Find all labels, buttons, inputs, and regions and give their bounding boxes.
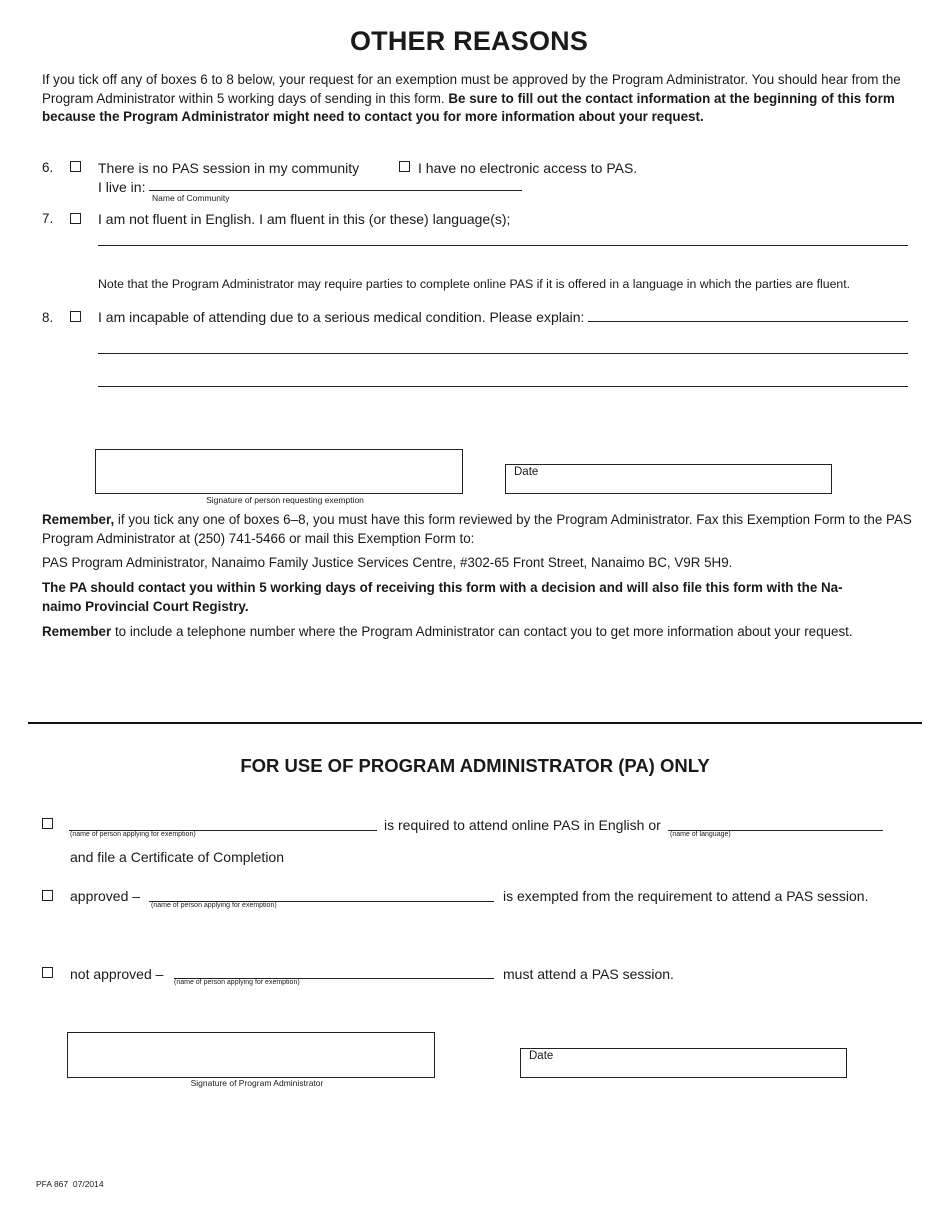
community-caption: Name of Community [152, 193, 230, 203]
remember-phone-paragraph [42, 623, 922, 642]
admin-required-checkbox[interactable] [42, 818, 53, 829]
medical-explain-field-3[interactable] [98, 386, 908, 387]
community-field[interactable] [149, 190, 522, 191]
item-7-checkbox[interactable] [70, 213, 81, 224]
admin-required-text: is required to attend online PAS in English or [384, 817, 661, 833]
admin-approved-text: is exempted from the requirement to attend a PAS session. [503, 888, 869, 904]
language-field[interactable] [98, 245, 908, 246]
item-6b-checkbox[interactable] [399, 161, 410, 172]
admin-approved-name-caption: (name of person applying for exemption) [151, 902, 277, 909]
remember-fax-bold: Remember, [42, 512, 115, 527]
remember-fax-paragraph [42, 511, 914, 548]
intro-paragraph [42, 71, 914, 127]
form-code: PFA 867 [36, 1179, 69, 1189]
page-title: OTHER REASONS [349, 26, 589, 56]
admin-not-approved-text: must attend a PAS session. [503, 966, 674, 982]
medical-explain-field-2[interactable] [98, 353, 908, 354]
remember-phone-text: to include a telephone number where the Program Administrator can contact you to get more information about your request. [111, 624, 853, 639]
admin-required-name-caption: (name of person applying for exemption) [70, 831, 196, 838]
form-code-footer [36, 1179, 104, 1189]
requester-signature-caption: Signature of person requesting exemption [206, 495, 364, 505]
item-6a-checkbox[interactable] [70, 161, 81, 172]
remember-fax-text: if you tick any one of boxes 6–8, you must have this form reviewed by the Program Administrator. Fax this Exemption Form to the PAS Program Administrator at (250) 741-5466 or mail this Exemption Form to: [42, 512, 912, 546]
language-note: Note that the Program Administrator may require parties to complete online PAS if it is offered in a language in which the parties are fluent. [98, 277, 851, 291]
item-6a-label: There is no PAS session in my community [98, 160, 360, 176]
remember-phone-bold: Remember [42, 624, 112, 639]
admin-signature-caption: Signature of Program Administrator [190, 1078, 324, 1088]
intro-bold-text: Be sure to fill out the contact information at the beginning of this form because the Program Administrator might need to contact you for more information about your request. [42, 90, 895, 124]
form-date: 07/2014 [72, 1179, 104, 1189]
pa-contact-line-2: naimo Provincial Court Registry. [42, 598, 249, 614]
admin-approved-label: approved – [70, 888, 141, 904]
item-8-checkbox[interactable] [70, 311, 81, 322]
admin-date-label: Date [529, 1050, 554, 1062]
admin-language-caption: (name of language) [670, 831, 731, 838]
item-6-number: 6. [42, 160, 54, 175]
pa-contact-line-1: The PA should contact you within 5 working days of receiving this form with a decision and will also file this form with the Na- [42, 580, 843, 595]
requester-signature-box[interactable] [95, 449, 463, 494]
admin-certificate-text: and file a Certificate of Completion [70, 849, 284, 865]
pa-contact-paragraph [42, 579, 922, 616]
medical-explain-field-1[interactable] [588, 321, 908, 322]
item-7-label: I am not fluent in English. I am fluent in this (or these) language(s); [98, 211, 511, 227]
intro-text: If you tick off any of boxes 6 to 8 below, your request for an exemption must be approved by the Program Administrator. You should hear from the Program Administrator within 5 working days of sending in this form. [42, 72, 901, 106]
requester-date-box[interactable] [505, 464, 832, 494]
admin-not-approved-name-caption: (name of person applying for exemption) [174, 979, 300, 986]
requester-date-label: Date [514, 466, 539, 478]
live-in-label: I live in: [98, 179, 146, 195]
admin-section-heading: FOR USE OF PROGRAM ADMINISTRATOR (PA) ONLY [240, 755, 710, 776]
admin-signature-box[interactable] [67, 1032, 435, 1078]
admin-not-approved-checkbox[interactable] [42, 967, 53, 978]
item-6b-label: I have no electronic access to PAS. [418, 160, 638, 176]
mailing-address: PAS Program Administrator, Nanaimo Family Justice Services Centre, #302-65 Front Street, Nanaimo BC, V9R 5H9. [42, 555, 733, 570]
admin-approved-checkbox[interactable] [42, 890, 53, 901]
item-8-number: 8. [42, 310, 54, 325]
item-7-number: 7. [42, 211, 54, 226]
section-divider [28, 722, 922, 724]
item-8-label: I am incapable of attending due to a serious medical condition. Please explain: [98, 309, 585, 325]
admin-not-approved-label: not approved – [70, 966, 164, 982]
admin-date-box[interactable] [520, 1048, 847, 1078]
